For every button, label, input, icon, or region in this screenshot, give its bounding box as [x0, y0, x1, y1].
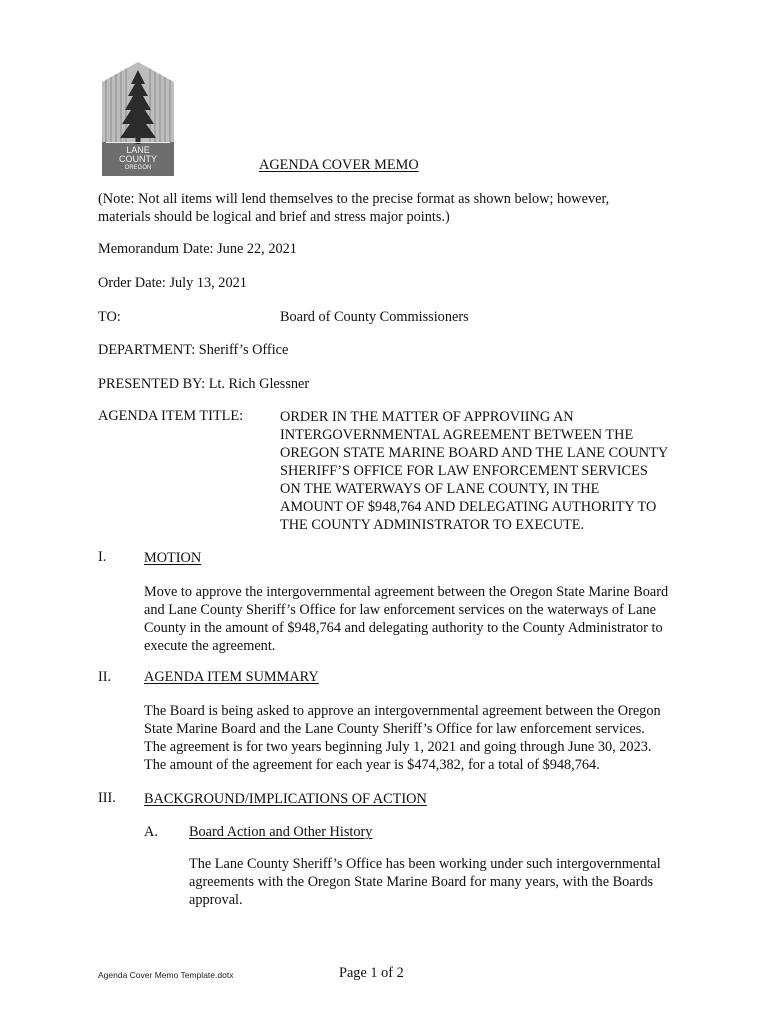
paragraph-line: The Lane County Sheriff’s Office has been working under such intergovernmental [189, 856, 661, 872]
agenda-item-title-line: ON THE WATERWAYS OF LANE COUNTY, IN THE [280, 481, 600, 497]
paragraph-line: The Board is being asked to approve an intergovernmental agreement between the Oregon [144, 703, 661, 719]
logo-text-lane: LANE [126, 145, 150, 155]
department: DEPARTMENT: Sheriff’s Office [98, 342, 289, 358]
lane-county-logo [100, 60, 176, 176]
footer-template-name: Agenda Cover Memo Template.dotx [98, 970, 234, 980]
to-value: Board of County Commissioners [280, 309, 469, 325]
agenda-item-title-line: THE COUNTY ADMINISTRATOR TO EXECUTE. [280, 517, 585, 533]
paragraph-line: Move to approve the intergovernmental agreement between the Oregon State Marine Board [144, 584, 669, 600]
agenda-item-title-line: INTERGOVERNMENTAL AGREEMENT BETWEEN THE [280, 427, 634, 443]
section-numeral-background: III. [98, 790, 116, 806]
paragraph-line: execute the agreement. [144, 638, 276, 654]
section-numeral-summary: II. [98, 669, 112, 685]
note-line: materials should be logical and brief and stress major points.) [98, 209, 450, 225]
note [98, 190, 609, 226]
presented-by: PRESENTED BY: Lt. Rich Glessner [98, 376, 310, 392]
memorandum-date: Memorandum Date: June 22, 2021 [98, 241, 297, 257]
agenda-item-title [280, 408, 668, 534]
section-heading-motion: MOTION [144, 550, 202, 566]
agenda-item-title-label: AGENDA ITEM TITLE: [98, 408, 244, 424]
order-date: Order Date: July 13, 2021 [98, 275, 247, 291]
memo-title: AGENDA COVER MEMO [259, 157, 419, 173]
note-line: (Note: Not all items will lend themselves to the precise format as shown below; however, [98, 191, 610, 207]
motion-text [144, 583, 668, 655]
agenda-item-title-line: OREGON STATE MARINE BOARD AND THE LANE COUNTY [280, 445, 669, 461]
section-numeral-motion: I. [98, 549, 107, 565]
to-label: TO: [98, 309, 121, 325]
background-history-text [189, 855, 661, 909]
paragraph-line: The amount of the agreement for each year is $474,382, for a total of $948,764. [144, 757, 600, 773]
agenda-item-title-line: ORDER IN THE MATTER OF APPROVIING AN [280, 409, 574, 425]
paragraph-line: The agreement is for two years beginning July 1, 2021 and going through June 30, 2023. [144, 739, 652, 755]
paragraph-line: State Marine Board and the Lane County Sheriff’s Office for law enforcement services. [144, 721, 645, 737]
section-heading-summary: AGENDA ITEM SUMMARY [144, 669, 319, 685]
summary-text [144, 702, 661, 774]
agenda-item-title-line: SHERIFF’S OFFICE FOR LAW ENFORCEMENT SERVICES [280, 463, 648, 479]
subsection-heading-a: Board Action and Other History [189, 824, 373, 840]
logo-text-oregon: OREGON [124, 165, 152, 171]
subsection-letter-a: A. [144, 824, 158, 840]
paragraph-line: and Lane County Sheriff’s Office for law enforcement services on the waterways of Lane [144, 602, 656, 618]
agenda-item-title-line: AMOUNT OF $948,764 AND DELEGATING AUTHORITY TO [280, 499, 657, 515]
section-heading-background: BACKGROUND/IMPLICATIONS OF ACTION [144, 791, 427, 807]
paragraph-line: agreements with the Oregon State Marine Board for many years, with the Boards [189, 874, 654, 890]
paragraph-line: County in the amount of $948,764 and delegating authority to the County Administrator to [144, 620, 663, 636]
logo-text-county: COUNTY [119, 154, 157, 164]
footer-page-number: Page 1 of 2 [339, 965, 404, 981]
paragraph-line: approval. [189, 892, 243, 908]
